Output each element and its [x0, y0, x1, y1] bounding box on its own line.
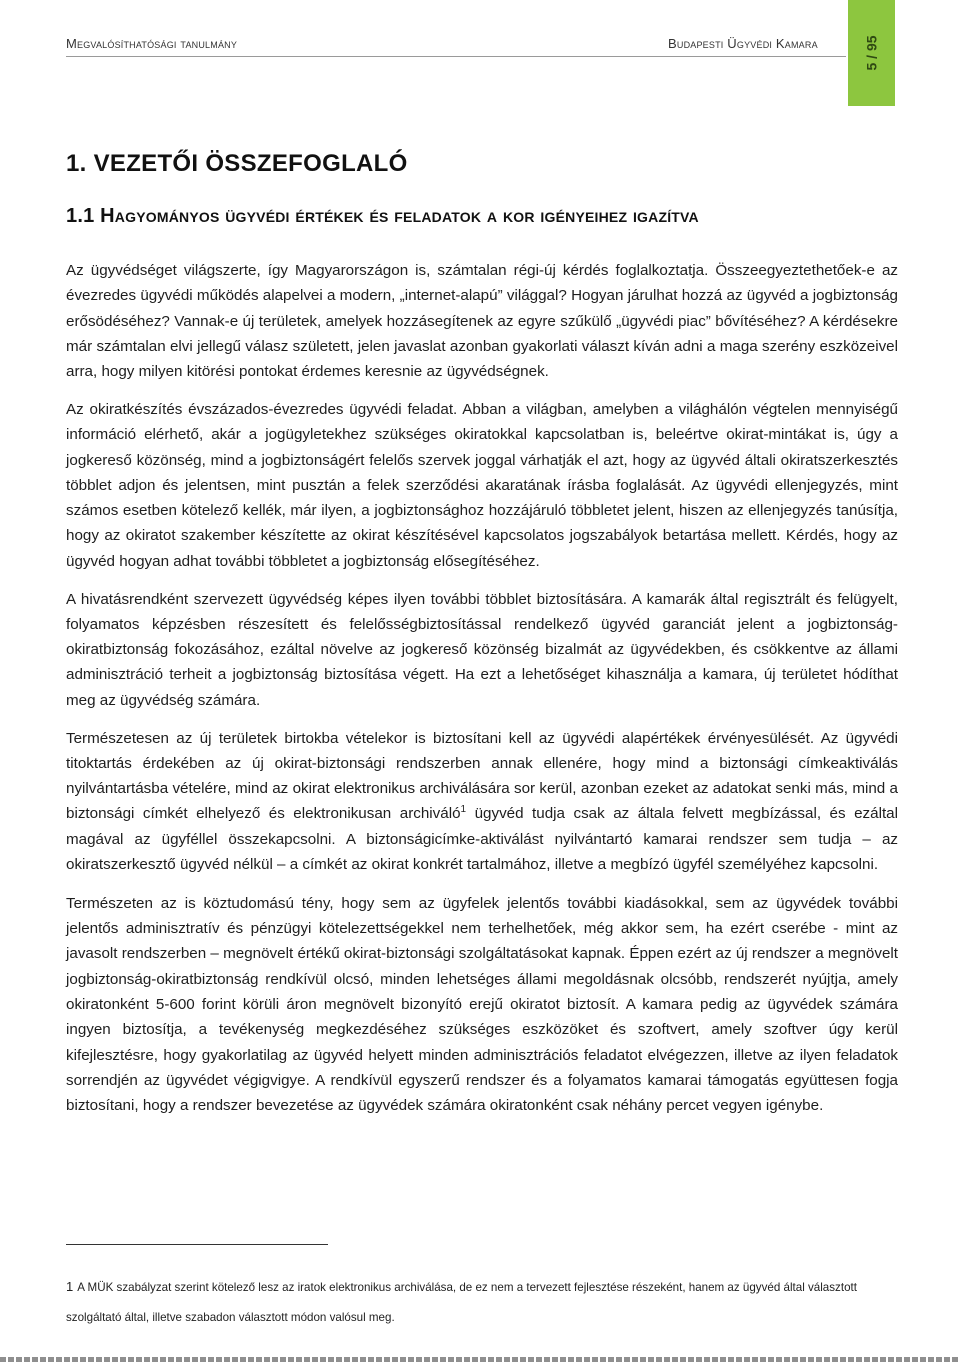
paragraph-4-text-b: ügyvéd tudja csak az általa felvett megbízással, és ezáltal magával az ügyféllel összekapcsolni. A biztonságicímke-aktiválást nyilvántartó kamarai rendszer sem tudja – az okiratszerkesztő ügyvéd nélkül – a címkét az okirat konkrét tartalmához, illetve a megbízó ügyfél személyéhez kapcsolni.	[66, 805, 898, 874]
footnote-number: 1	[66, 1279, 74, 1294]
organization-name: Budapesti Ügyvédi Kamara	[668, 36, 818, 51]
bottom-decorative-band	[0, 1357, 960, 1362]
paragraph-4	[66, 726, 898, 878]
footnote-reference[interactable]: 1	[460, 804, 467, 816]
footnote-divider	[66, 1244, 328, 1245]
footnote	[66, 1272, 898, 1333]
paragraph-5: Természeten az is köztudomású tény, hogy sem az ügyfelek jelentős további kiadásokkal, sem az ügyvédek további jelentős adminisztratív és pénzügyi kötelezettségekkel nem terhelhetőek, még akkor sem, ha ezért cserébe - mint az javasolt rendszerben – megnövelt értékű okirat-biztonsági szolgáltatásokat kapnak. Éppen ezért az új rendszer a megnövelt jogbiztonság-okiratbiztonság rendkívül olcsó, minden lehetséges állami megoldásnak olcsóbb, rendszerét nyújtja, amely okiratonként 5-600 forint körüli áron megnövelt bizonyító erejű okiratot biztosít. A kamara pedig az ügyvédek számára ingyen biztosítja, a tevékenység megkezdéséhez szükséges eszközöket és szoftvert, amely szoftver úgy kerül kifejlesztésre, hogy gyakorlatilag az ügyvéd helyett minden adminisztrációs feladatot elvégezzen, illetve az ilyen feladatok sorrendjén az ügyvédet végigvigye. A rendkívül egyszerű rendszer és a folyamatos kamarai támogatás együttesen fogja biztosítani, hogy a rendszer bevezetése az ügyvédek számára okiratonként csak néhány percet vegyen igénybe.	[66, 894, 898, 1115]
header-divider	[66, 56, 846, 57]
page-number: 5 / 95	[863, 35, 880, 71]
paragraph-4-text-a: Természetesen az új területek birtokba vételekor is biztosítani kell az ügyvédi alapértékek érvényesülését. Az ügyvédi titoktartás érdekében az új okirat-biztonsági rendszerben annak ellenére, hogy mind a biztonsági címkeaktiválás nyilvántartásba vételére, mind az okirat elektronikus archiválására sor kerül, azonban ezeket az adatokat senki más, mind a biztonsági címkét elhelyező és elektronikusan archiváló	[66, 729, 898, 823]
document-title: Megvalósíthatósági tanulmány	[66, 36, 238, 51]
paragraph-1: Az ügyvédséget világszerte, így Magyarországon is, számtalan régi-új kérdés foglalkoztatja. Összeegyeztethetőek-e az évezredes ügyvédi működés alapelvei a modern, „internet-alapú” világgal? Hogyan járulhat hozzá az ügyvéd a jogbiztonság erősödéséhez? Vannak-e új területek, amelyek hozzásegítenek az egyre szűkülő „ügyvédi piac” bővítéséhez? A kérdésekre már számtalan elvi jellegű válasz született, jelen javaslat azonban gyakorlati választ kíván adni a maga szerény eszközeivel arra, hogy milyen kitörési pontokat érdemes keresnie az ügyvédségnek.	[66, 262, 898, 381]
page-number-tab	[848, 0, 895, 106]
paragraph-2: Az okiratkészítés évszázados-évezredes ügyvédi feladat. Abban a világban, amelyben a világhálón végtelen mennyiségű információ elérhető, akár a jogügyletekhez szükséges okiratokkal kapcsolatban is, beleértve okirat-mintákat is, úgy a jogkereső közönség, mind a jogbiztonságért felelős szervek joggal várhatják el azt, hogy az ügyvéd általi okiratszerkesztés többlet adjon és jelentsen, mint pusztán a felek szerződési akaratának írásba foglalását. Az ügyvédi ellenjegyzés, mint számos esetben kötelező kellék, már ilyen, a jogbiztonsághoz hozzájáruló többletet jelent, hiszen az ellenjegyzés tanúsítja, hogy az okiratot szakember készítette az okirat készítésével kapcsolatos jogszabályok betartása mellett. Kérdés, hogy az ügyvéd hogyan adhat további többletet a jogbiztonság elősegítéséhez.	[66, 400, 898, 570]
section-heading: 1. VEZETŐI ÖSSZEFOGLALÓ	[66, 150, 408, 177]
paragraph-3: A hivatásrendként szervezett ügyvédség képes ilyen további többlet biztosítására. A kamarák által regisztrált és felügyelt, folyamatos képzésben részesített és felelősségbiztosítással rendelkező ügyvéd garanciát jelent a jogbiztonság-okiratbiztonság fokozásához, ezáltal növelve az jogkereső közönség bizalmát az ügyvédekben, és csökkentve az állami adminisztráció terheit a jogbiztonság biztosítása végett. Ha ezt a lehetőséget kihasználja a kamara, új területet hódíthat meg az ügyvédség számára.	[66, 590, 898, 709]
footnote-text: A MÜK szabályzat szerint kötelező lesz az iratok elektronikus archiválása, de ez nem a tervezett fejlesztése részeként, hanem az ügyvéd által választott szolgáltató által, illetve szabadon választott módon valósul meg.	[66, 1281, 857, 1324]
subsection-heading: 1.1 Hagyományos ügyvédi értékek és feladatok a kor igényeihez igazítva	[66, 205, 699, 227]
body-text	[66, 258, 898, 1131]
